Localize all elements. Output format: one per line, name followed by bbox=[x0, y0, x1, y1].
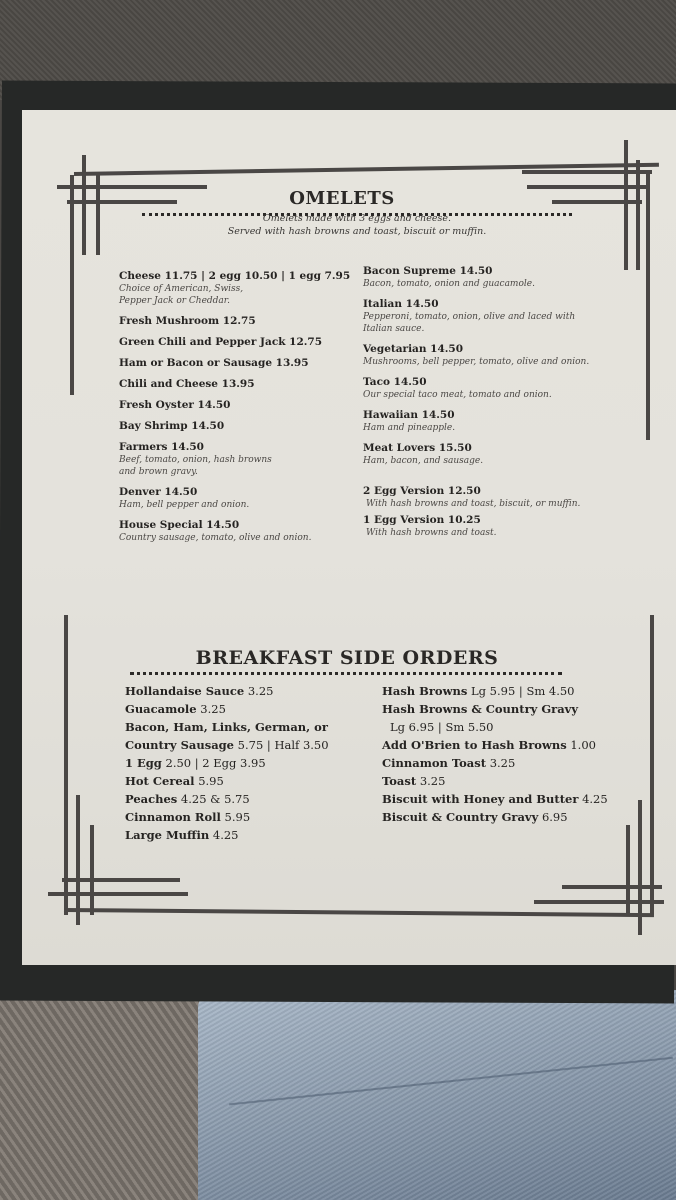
item-price: 4.25 bbox=[582, 792, 608, 806]
frame-bottom-left-vertical2 bbox=[90, 825, 94, 915]
side-item bbox=[125, 808, 385, 826]
side-item bbox=[125, 772, 385, 790]
item-price: 3.25 bbox=[200, 702, 226, 716]
item-description: Our special taco meat, tomato and onion. bbox=[363, 390, 552, 400]
item-description: Ham, bacon, and sausage. bbox=[363, 456, 484, 466]
item-name: Fresh Oyster 14.50 bbox=[119, 399, 231, 411]
item-description: Choice of American, Swiss, bbox=[119, 284, 244, 294]
menu-item bbox=[363, 343, 633, 368]
item-description: With hash browns and toast, biscuit, or muffin. bbox=[366, 499, 581, 509]
omelets-right-column bbox=[363, 265, 633, 547]
omelets-title: OMELETS bbox=[289, 188, 395, 209]
item-name: Bacon Supreme 14.50 bbox=[363, 265, 493, 277]
frame-top-left-bar1 bbox=[57, 185, 207, 189]
frame-top-right-bar3 bbox=[552, 200, 642, 204]
item-price: 5.75 | Half 3.50 bbox=[237, 738, 329, 752]
item-name: Toast bbox=[382, 774, 417, 788]
side-item bbox=[125, 700, 385, 718]
side-orders-right-column bbox=[382, 682, 652, 826]
item-price: 5.95 bbox=[224, 810, 251, 824]
item-name: Chili and Cheese 13.95 bbox=[119, 378, 255, 390]
omelets-subtitle-line2: Served with hash browns and toast, biscuit or muffin. bbox=[227, 226, 487, 237]
item-description: Beef, tomato, onion, hash browns bbox=[119, 455, 272, 465]
frame-right-vertical2 bbox=[636, 160, 640, 270]
item-price: Lg 6.95 | Sm 5.50 bbox=[390, 720, 494, 734]
item-description: Pepperoni, tomato, onion, olive and laced with bbox=[363, 312, 576, 322]
menu-item bbox=[119, 315, 359, 328]
item-name: Cinnamon Toast bbox=[382, 756, 487, 770]
menu-page bbox=[22, 110, 676, 965]
item-name: Fresh Mushroom 12.75 bbox=[119, 315, 256, 327]
item-name: Add O'Brien to Hash Browns bbox=[382, 738, 567, 752]
item-name: Hot Cereal bbox=[125, 774, 195, 788]
item-price: 3.25 bbox=[247, 684, 274, 698]
menu-item bbox=[363, 265, 633, 290]
item-name: Peaches bbox=[125, 792, 178, 806]
item-name: Farmers 14.50 bbox=[119, 441, 204, 453]
menu-item bbox=[119, 336, 359, 349]
frame-bottom-right-vertical1 bbox=[626, 825, 630, 915]
menu-item bbox=[363, 298, 633, 335]
frame-left-vertical1 bbox=[70, 175, 74, 395]
frame-left-vertical2 bbox=[82, 155, 86, 255]
item-description: With hash browns and toast. bbox=[366, 528, 497, 538]
item-name: Hash Browns & Country Gravy bbox=[382, 702, 579, 716]
item-price: 4.25 bbox=[212, 828, 239, 842]
side-orders-dotted-rule bbox=[130, 672, 562, 675]
side-orders-left-column bbox=[125, 682, 385, 844]
frame-top-right-bar2 bbox=[527, 185, 647, 189]
menu-item bbox=[363, 485, 633, 510]
side-item bbox=[125, 790, 385, 808]
frame-bottom-right-bar1 bbox=[562, 885, 662, 889]
item-name: Bacon, Ham, Links, German, or bbox=[125, 720, 328, 734]
item-price: 4.25 & 5.75 bbox=[180, 792, 250, 806]
item-name: Country Sausage bbox=[125, 738, 235, 752]
item-name: Hollandaise Sauce bbox=[125, 684, 245, 698]
item-price: 6.95 bbox=[541, 810, 568, 824]
side-item bbox=[382, 772, 652, 790]
menu-item bbox=[363, 409, 633, 434]
item-name: House Special 14.50 bbox=[119, 519, 240, 531]
item-description: Mushrooms, bell pepper, tomato, olive and onion. bbox=[363, 357, 590, 367]
item-name: Biscuit & Country Gravy bbox=[382, 810, 539, 824]
frame-bottom-right-bar2 bbox=[534, 900, 664, 904]
item-price: 3.25 bbox=[489, 756, 516, 770]
side-item bbox=[382, 700, 652, 718]
menu-item bbox=[119, 357, 359, 370]
menu-item bbox=[119, 486, 359, 511]
item-price: 3.25 bbox=[419, 774, 446, 788]
item-name: Green Chili and Pepper Jack 12.75 bbox=[119, 336, 323, 348]
menu-item bbox=[119, 441, 359, 478]
side-item bbox=[125, 826, 385, 844]
item-name: Cinnamon Roll bbox=[125, 810, 221, 824]
item-name: Hash Browns bbox=[382, 684, 468, 698]
menu-item bbox=[119, 270, 359, 307]
item-description: Ham and pineapple. bbox=[363, 423, 456, 433]
menu-item bbox=[119, 420, 359, 433]
item-name: Taco 14.50 bbox=[363, 376, 427, 388]
side-item bbox=[125, 718, 385, 736]
item-description: Bacon, tomato, onion and guacamole. bbox=[363, 279, 535, 289]
item-name: Vegetarian 14.50 bbox=[363, 343, 464, 355]
omelets-subtitle bbox=[172, 212, 542, 238]
omelets-left-column bbox=[119, 270, 359, 552]
item-name: Ham or Bacon or Sausage 13.95 bbox=[119, 357, 309, 369]
item-description: Ham, bell pepper and onion. bbox=[119, 500, 250, 510]
frame-right-vertical3 bbox=[646, 170, 650, 440]
item-name: Bay Shrimp 14.50 bbox=[119, 420, 225, 432]
frame-bottom-left-bar2 bbox=[48, 892, 188, 896]
item-name: Italian 14.50 bbox=[363, 298, 439, 310]
side-item bbox=[382, 790, 652, 808]
omelets-subtitle-line1: Omelets made with 3 eggs and cheese. bbox=[262, 213, 452, 224]
menu-item bbox=[363, 442, 633, 467]
item-price: 1.00 bbox=[570, 738, 596, 752]
item-description: Country sausage, tomato, olive and onion. bbox=[119, 533, 312, 543]
item-description: Italian sauce. bbox=[363, 324, 425, 334]
side-item bbox=[125, 736, 385, 754]
item-name: Guacamole bbox=[125, 702, 197, 716]
frame-left-vertical3 bbox=[96, 175, 100, 255]
side-orders-title: BREAKFAST SIDE ORDERS bbox=[195, 647, 499, 669]
item-price: 2.50 | 2 Egg 3.95 bbox=[165, 756, 266, 770]
item-name: 1 Egg bbox=[125, 756, 162, 770]
side-item bbox=[382, 718, 652, 736]
frame-left-vertical-lower bbox=[64, 615, 68, 915]
side-item bbox=[382, 682, 652, 700]
item-name: Hawaiian 14.50 bbox=[363, 409, 455, 421]
item-name: Meat Lovers 15.50 bbox=[363, 442, 472, 454]
side-item bbox=[382, 736, 652, 754]
item-description: Pepper Jack or Cheddar. bbox=[119, 296, 230, 306]
item-name: 2 Egg Version 12.50 bbox=[363, 485, 481, 497]
item-name: Large Muffin bbox=[125, 828, 210, 842]
menu-item bbox=[119, 519, 359, 544]
item-name: Cheese 11.75 | 2 egg 10.50 | 1 egg 7.95 bbox=[119, 270, 351, 282]
menu-item bbox=[363, 514, 633, 539]
side-item bbox=[125, 682, 385, 700]
frame-bottom-rule bbox=[64, 908, 654, 917]
side-item bbox=[382, 808, 652, 826]
item-price: 5.95 bbox=[198, 774, 224, 788]
item-name: Denver 14.50 bbox=[119, 486, 198, 498]
spacer bbox=[363, 475, 633, 485]
frame-top-right-bar1 bbox=[522, 170, 652, 174]
item-name: 1 Egg Version 10.25 bbox=[363, 514, 481, 526]
menu-item bbox=[119, 378, 359, 391]
item-name: Biscuit with Honey and Butter bbox=[382, 792, 579, 806]
item-price: Lg 5.95 | Sm 4.50 bbox=[471, 684, 575, 698]
item-description: and brown gravy. bbox=[119, 467, 198, 477]
menu-item bbox=[119, 399, 359, 412]
menu-item bbox=[363, 376, 633, 401]
frame-bottom-left-vertical1 bbox=[76, 795, 80, 925]
frame-right-vertical1 bbox=[624, 140, 628, 270]
side-item bbox=[382, 754, 652, 772]
side-item bbox=[125, 754, 385, 772]
